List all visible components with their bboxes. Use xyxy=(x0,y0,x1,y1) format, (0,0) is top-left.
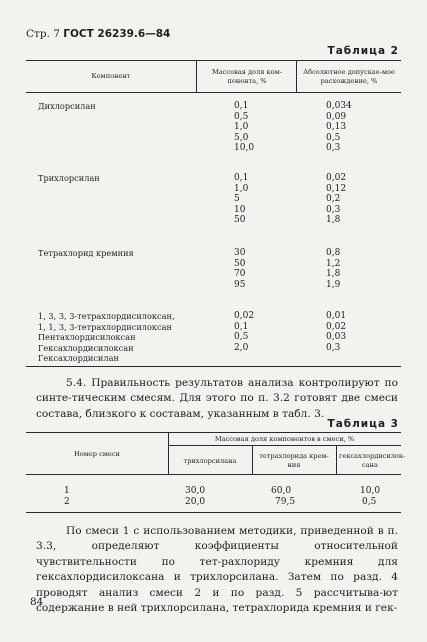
mass-fraction-value: 50 xyxy=(234,215,246,225)
component-name: Трихлорсилан xyxy=(38,173,100,183)
table2-caption: Таблица 2 xyxy=(327,45,399,57)
table3-row1-value-1: 30,0 xyxy=(185,486,206,496)
mass-fraction-value: 95 xyxy=(234,279,246,290)
table3-row2-value-3: 0,5 xyxy=(362,497,377,507)
allowed-deviation-value: 0,09 xyxy=(326,111,347,122)
page-header-prefix: Стр. 7 xyxy=(26,28,60,40)
table3-top-rule xyxy=(26,432,401,433)
allowed-deviation-value: 1,2 xyxy=(326,258,341,269)
paragraph-5-4: 5.4. Правильность результатов анализа контролируют по синте-тическим смесям. Для этого по п. 3.2 готовят две смеси состава, близкого к составам, указанным в табл. 3. xyxy=(36,377,398,420)
page-number: 84 xyxy=(30,596,44,608)
allowed-deviation-value: 0,01 xyxy=(326,311,347,321)
mass-fraction-value: 0,5 xyxy=(234,111,249,122)
mass-fraction-value: 5,0 xyxy=(234,132,249,143)
table2-header-diff: Абсолютное допускае-мое расхождение, % xyxy=(303,68,395,85)
table3-row1-number: 1 xyxy=(64,486,70,496)
allowed-deviation-value: 0,3 xyxy=(326,342,341,353)
allowed-deviation-value: 0,02 xyxy=(326,321,347,332)
mass-fraction-value: 30 xyxy=(234,248,246,258)
table3-row1-value-3: 10,0 xyxy=(360,486,381,496)
table3-row2-number: 2 xyxy=(64,497,70,507)
mass-fraction-value: 10 xyxy=(234,204,246,215)
allowed-deviation-value: 0,3 xyxy=(326,204,341,215)
allowed-deviation-value: 0,02 xyxy=(326,173,347,183)
table2-header-rule xyxy=(26,92,401,93)
allowed-deviation-value: 0,5 xyxy=(326,132,341,143)
table3-header-group: Массовая доля компонентов в смеси, % xyxy=(214,435,355,443)
component-name: Гексахлордисилан xyxy=(38,353,119,363)
mass-fraction-value: 2,0 xyxy=(234,342,249,353)
allowed-deviation-value: 0,8 xyxy=(326,248,341,258)
allowed-deviation-value: 1,9 xyxy=(326,279,341,290)
table3-header-number: Номер смеси xyxy=(74,450,120,458)
table2-bottom-rule xyxy=(26,366,401,367)
component-name: Гексахлордисилоксан xyxy=(38,342,134,353)
table3-vline-1 xyxy=(168,432,169,474)
mass-fraction-value: 70 xyxy=(234,269,246,279)
table2-vline-1 xyxy=(196,60,197,92)
table2-vline-2 xyxy=(296,60,297,92)
mass-fraction-value: 1,0 xyxy=(234,122,249,132)
table3-row1-value-2: 60,0 xyxy=(271,486,292,496)
paragraph-mixture-analysis: По смеси 1 с использованием методики, приведенной в п. 3.3, определяют коэффициенты относительной чувствительности по тет-рахлориду кремния для гексахлордисилоксана и трихлорсилана. Затем по разд. 4 проводят анализ смеси 2 и по разд. 5 рассчитыва-ют содержание в ней трихлорсилана, тетрахлорида кремния и гек- xyxy=(36,525,398,615)
allowed-deviation-value: 0,03 xyxy=(326,332,347,342)
component-name: Дихлорсилан xyxy=(38,101,96,111)
allowed-deviation-value: 0,13 xyxy=(326,122,347,132)
mass-fraction-value: 0,1 xyxy=(234,321,249,332)
table3-subheader-hexachlorodisiloxane: гексахлордисилок-сана xyxy=(339,452,406,469)
table3-row2-value-2: 79,5 xyxy=(275,497,296,507)
allowed-deviation-value: 1,8 xyxy=(326,215,341,225)
mass-fraction-value: 50 xyxy=(234,258,246,269)
mass-fraction-value: 0,1 xyxy=(234,173,249,183)
standard-number: ГОСТ 26239.6—84 xyxy=(63,28,171,40)
component-name: 1, 3, 3, 3-тетрахлордисилоксан, xyxy=(38,311,175,321)
table2-top-rule xyxy=(26,60,401,61)
component-name: Тетрахлорид кремния xyxy=(38,248,134,258)
mass-fraction-value: 10,0 xyxy=(234,143,255,153)
mass-fraction-value: 0,02 xyxy=(234,311,255,321)
table3-caption: Таблица 3 xyxy=(327,418,399,430)
component-name: 1, 1, 3, 3-тетрахлордисилоксан xyxy=(38,321,172,332)
table3-header-rule xyxy=(26,474,401,475)
table2-header-component: Компонент xyxy=(91,72,131,80)
allowed-deviation-value: 0,3 xyxy=(326,143,341,153)
allowed-deviation-value: 0,034 xyxy=(326,101,352,111)
allowed-deviation-value: 0,2 xyxy=(326,194,341,204)
table3-subheader-trichlorosilane: трихлорсилана xyxy=(183,457,237,465)
component-name: Пентахлордисилоксан xyxy=(38,332,136,342)
table3-subheader-tetrachloride: тетрахлорида крем-ния xyxy=(259,452,329,469)
table3-row2-value-1: 20,0 xyxy=(185,497,206,507)
page-header xyxy=(26,28,170,40)
mass-fraction-value: 5 xyxy=(234,194,240,204)
table3-vline-3 xyxy=(336,445,337,474)
mass-fraction-value: 1,0 xyxy=(234,183,249,194)
table3-group-rule xyxy=(168,445,401,446)
mass-fraction-value: 0,1 xyxy=(234,101,249,111)
mass-fraction-value: 0,5 xyxy=(234,332,249,342)
table3-vline-2 xyxy=(252,445,253,474)
table2-header-mass: Массовая доля ком-понента, % xyxy=(212,68,282,85)
table3-bottom-rule xyxy=(26,512,401,513)
allowed-deviation-value: 1,8 xyxy=(326,269,341,279)
allowed-deviation-value: 0,12 xyxy=(326,183,347,194)
